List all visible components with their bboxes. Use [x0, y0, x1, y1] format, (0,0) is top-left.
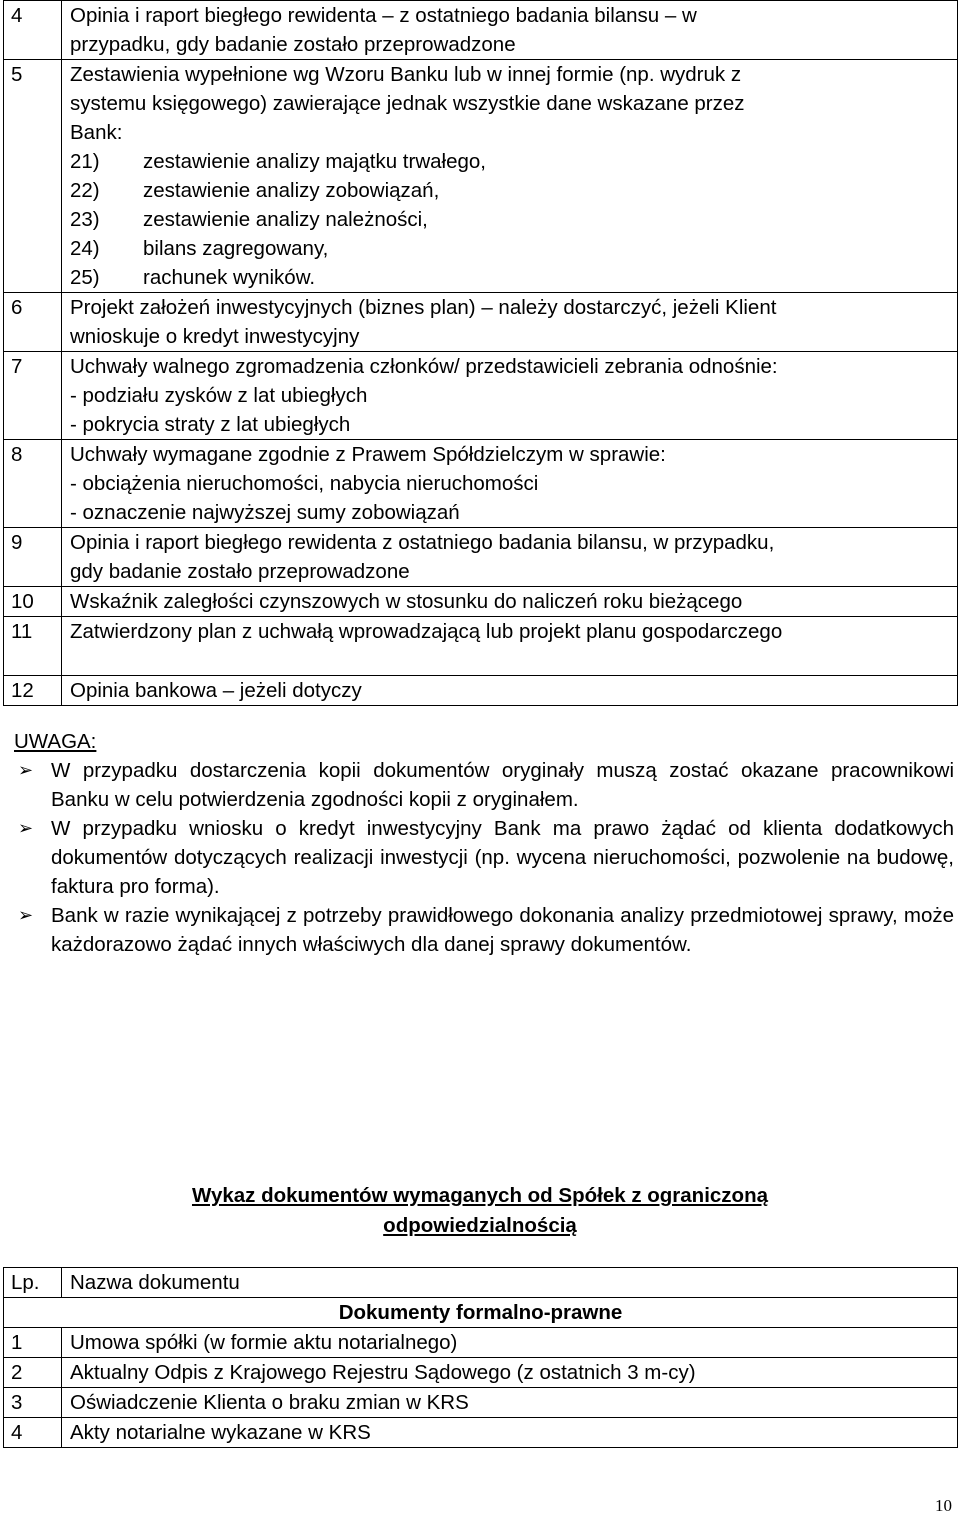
section-heading: Wykaz dokumentów wymaganych od Spółek z ograniczoną odpowiedzialnością: [191, 1184, 768, 1237]
row-number: 4: [4, 1418, 62, 1448]
table-row: [4, 440, 958, 528]
row-number: 3: [4, 1388, 62, 1418]
row-description: Wskaźnik zaległości czynszowych w stosunku do naliczeń roku bieżącego: [62, 587, 958, 617]
table-subheader-row: [4, 1298, 958, 1328]
row-number: 10: [4, 587, 62, 617]
row-description: Akty notarialne wykazane w KRS: [62, 1418, 958, 1448]
table-row: [4, 1388, 958, 1418]
documents-table-cooperative: [3, 0, 958, 706]
row-description: Zestawienia wypełnione wg Wzoru Banku lub w innej formie (np. wydruk z systemu księgowego) zawierające jednak wszystkie dane wskazane przez Bank: 21) zestawienie analizy majątku trwałego, 22) zestawienie analizy zobowiązań, 23) zestawienie analizy należności, 24) bilans zagregowany, 25) rachunek wyników.: [62, 60, 958, 293]
table-header-row: [4, 1268, 958, 1298]
arrow-bullet-icon: ➢: [18, 905, 34, 925]
row-description: Umowa spółki (w formie aktu notarialnego): [62, 1328, 958, 1358]
row-description: Opinia i raport biegłego rewidenta – z ostatniego badania bilansu – w przypadku, gdy badanie zostało przeprowadzone: [62, 1, 958, 60]
row-description: Uchwały wymagane zgodnie z Prawem Spółdzielczym w sprawie: - obciążenia nieruchomości, nabycia nieruchomości - oznaczenie najwyższej sumy zobowiązań: [62, 440, 958, 528]
table-row: [4, 676, 958, 706]
row-description: Oświadczenie Klienta o braku zmian w KRS: [62, 1388, 958, 1418]
row-description: Projekt założeń inwestycyjnych (biznes plan) – należy dostarczyć, jeżeli Klient wnioskuje o kredyt inwestycyjny: [62, 293, 958, 352]
table-row: [4, 587, 958, 617]
row-number: 11: [4, 617, 62, 676]
row-number: 12: [4, 676, 62, 706]
row-number: 4: [4, 1, 62, 60]
row-description: Zatwierdzony plan z uchwałą wprowadzającą lub projekt planu gospodarczego: [62, 617, 958, 676]
enumerated-item: 24) bilans zagregowany,: [70, 237, 329, 260]
note-title: UWAGA:: [14, 730, 97, 753]
arrow-bullet-icon: ➢: [18, 818, 34, 838]
table-row: [4, 352, 958, 440]
documents-table-llc: [3, 1267, 958, 1448]
note-section: [14, 727, 954, 959]
table-subheader: Dokumenty formalno-prawne: [4, 1298, 958, 1328]
table-row: [4, 1, 958, 60]
row-number: 2: [4, 1358, 62, 1388]
row-number: 7: [4, 352, 62, 440]
column-header-name: Nazwa dokumentu: [62, 1268, 958, 1298]
row-description: Aktualny Odpis z Krajowego Rejestru Sądowego (z ostatnich 3 m-cy): [62, 1358, 958, 1388]
row-number: 5: [4, 60, 62, 293]
note-bullet: ➢ Bank w razie wynikającej z potrzeby prawidłowego dokonania analizy przedmiotowej sprawy, może każdorazowo żądać innych właściwych dla danej sprawy dokumentów.: [14, 901, 954, 959]
row-number: 6: [4, 293, 62, 352]
table-row: [4, 1358, 958, 1388]
table-row: [4, 60, 958, 293]
enumerated-item: 22) zestawienie analizy zobowiązań,: [70, 179, 440, 202]
enumerated-item: 25) rachunek wyników.: [70, 266, 316, 289]
row-number: 8: [4, 440, 62, 528]
table-row: [4, 617, 958, 676]
page-number: 10: [935, 1496, 952, 1515]
note-bullet: ➢ W przypadku wniosku o kredyt inwestycyjny Bank ma prawo żądać od klienta dodatkowych dokumentów dotyczących realizacji inwestycji (np. wycena nieruchomości, pozwolenie na budowę, faktura pro forma).: [14, 814, 954, 901]
row-description: Opinia bankowa – jeżeli dotyczy: [62, 676, 958, 706]
row-description: Opinia i raport biegłego rewidenta z ostatniego badania bilansu, w przypadku, gdy badanie zostało przeprowadzone: [62, 528, 958, 587]
column-header-lp: Lp.: [4, 1268, 62, 1298]
note-bullet: ➢ W przypadku dostarczenia kopii dokumentów oryginały muszą zostać okazane pracownikowi Banku w celu potwierdzenia zgodności kopii z oryginałem.: [14, 756, 954, 814]
row-number: 1: [4, 1328, 62, 1358]
table-row: [4, 1328, 958, 1358]
enumerated-item: 21) zestawienie analizy majątku trwałego,: [70, 150, 486, 173]
table-row: [4, 1418, 958, 1448]
row-description: Uchwały walnego zgromadzenia członków/ przedstawicieli zebrania odnośnie: - podziału zysków z lat ubiegłych - pokrycia straty z lat ubiegłych: [62, 352, 958, 440]
table-row: [4, 293, 958, 352]
arrow-bullet-icon: ➢: [18, 760, 34, 780]
enumerated-item: 23) zestawienie analizy należności,: [70, 208, 428, 231]
table-row: [4, 528, 958, 587]
row-number: 9: [4, 528, 62, 587]
